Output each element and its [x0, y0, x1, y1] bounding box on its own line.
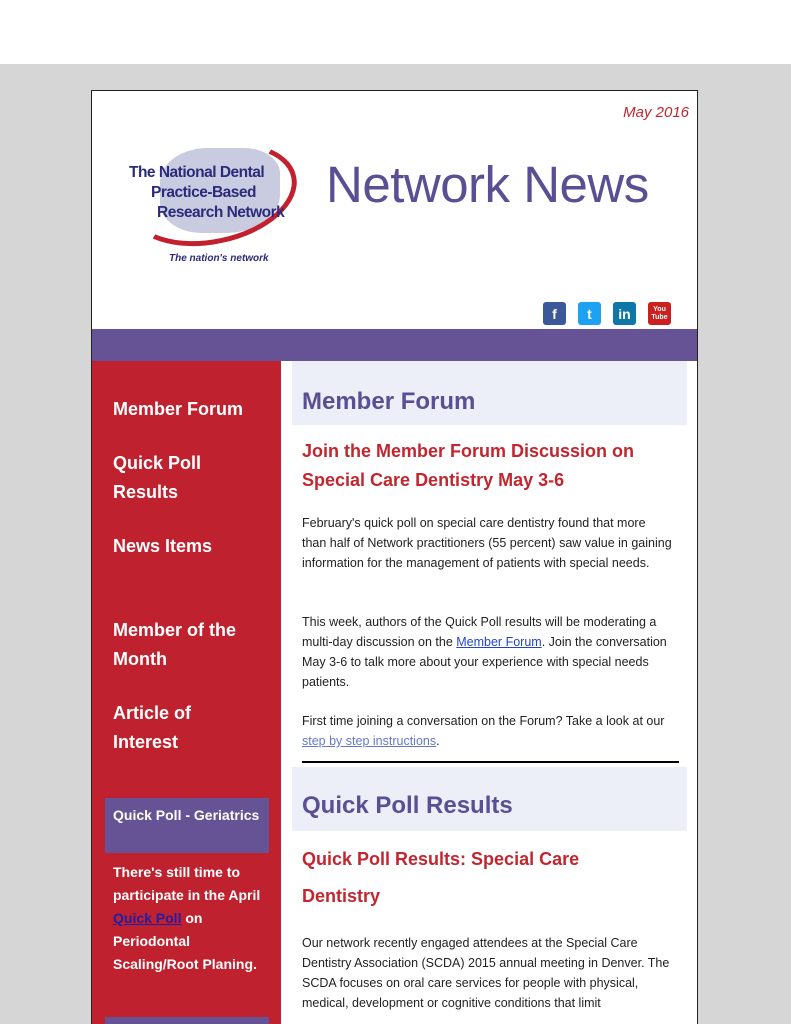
twitter-icon[interactable]: t: [578, 302, 601, 325]
poll-text-before: There's still time to participate in the April: [113, 864, 261, 903]
logo-tagline: The nation's network: [169, 253, 269, 264]
section-header-member-forum: [292, 361, 687, 425]
section-heading: Quick Poll Results: [302, 792, 513, 819]
sidebar: [92, 361, 281, 1024]
article-paragraph: Our network recently engaged attendees at the Special Care Dentistry Association (SCDA) 2015 annual meeting in Denver. The SCDA focuses on oral care services for people with physical, medical, development or cognitive conditions that limit: [302, 936, 670, 1010]
article-paragraph: [302, 612, 672, 692]
article-paragraph: [302, 711, 672, 751]
section-header-quick-poll: [292, 767, 687, 831]
p3-before: First time joining a conversation on the Forum? Take a look at our: [302, 714, 665, 728]
quick-poll-box: Quick Poll - Geriatrics: [105, 798, 269, 853]
logo-line-1: The National Dental: [129, 164, 265, 181]
article-paragraph: February's quick poll on special care dentistry found that more than half of Network practitioners (55 percent) saw value in gaining information for the management of patients with special needs.: [302, 516, 672, 570]
linkedin-icon[interactable]: in: [613, 302, 636, 325]
social-links: [543, 302, 671, 325]
network-logo: [122, 136, 307, 271]
p2-after: . Join the conversation May 3-6 to talk more about your experience with special needs patients.: [302, 635, 667, 689]
facebook-icon[interactable]: f: [543, 302, 566, 325]
header-divider-bar: [92, 329, 697, 361]
sidebar-item-article-of-interest[interactable]: Article of Interest: [113, 703, 192, 752]
quick-poll-link[interactable]: Quick Poll: [113, 910, 182, 926]
sidebar-item-quick-poll-results[interactable]: Quick Poll Results: [113, 453, 202, 502]
article-title: Quick Poll Results: Special Care Dentistry: [302, 849, 580, 906]
article-title: Join the Member Forum Discussion on Special Care Dentistry May 3-6: [302, 441, 635, 490]
sidebar-item-member-forum[interactable]: Member Forum: [113, 399, 244, 419]
poll-text-after: on Periodontal Scaling/Root Planing.: [113, 910, 257, 972]
logo-line-2: Practice-Based: [151, 184, 257, 201]
p2-before: This week, authors of the Quick Poll results will be moderating a multi-day discussion on the: [302, 615, 657, 649]
member-forum-link[interactable]: Member Forum: [456, 635, 542, 649]
sidebar-item-member-of-month[interactable]: Member of the Month: [113, 620, 237, 669]
section-divider: [302, 761, 679, 763]
logo-line-3: Research Network: [157, 204, 285, 221]
p3-after: .: [436, 734, 440, 748]
newsletter-title: Network News: [326, 156, 649, 213]
next-sidebar-box: [105, 1017, 269, 1024]
issue-date: May 2016: [623, 104, 689, 121]
instructions-link[interactable]: step by step instructions: [302, 734, 437, 748]
youtube-icon[interactable]: You Tube: [648, 302, 671, 325]
section-heading: Member Forum: [302, 388, 476, 415]
sidebar-item-news-items[interactable]: News Items: [113, 536, 213, 556]
newsletter-card: [91, 90, 698, 1024]
quick-poll-text: [113, 861, 263, 976]
